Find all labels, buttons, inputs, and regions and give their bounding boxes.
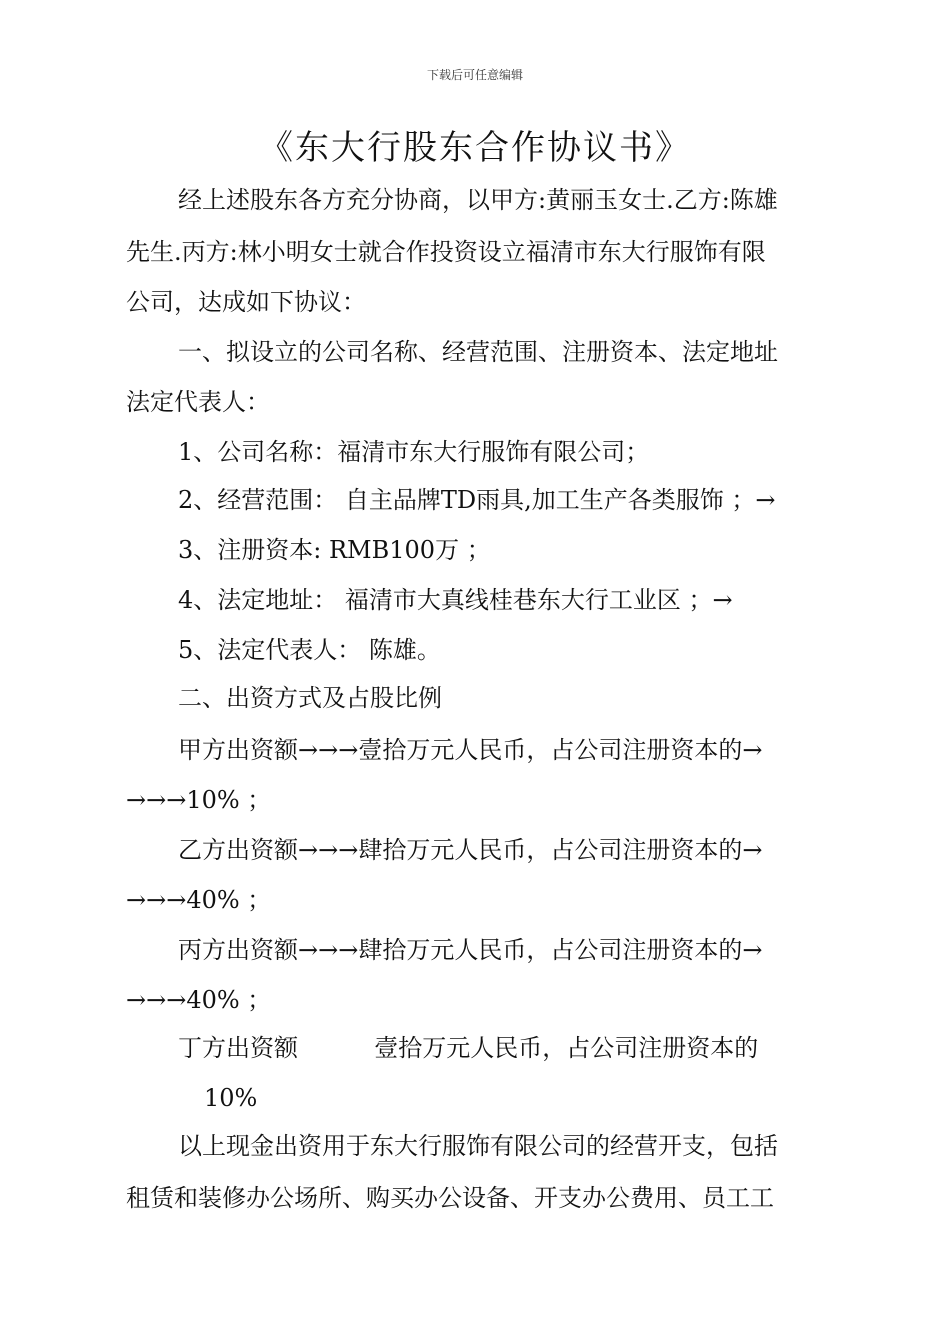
section1-item-representative: 5、法定代表人： 陈雄。 <box>178 636 441 664</box>
document-title: 《东大行股东合作协议书》 <box>259 128 691 168</box>
contribution-row-a-line-1: 甲方出资额→→→壹拾万元人民币，占公司注册资本的→ <box>178 736 763 764</box>
section1-heading-line-1: 一、拟设立的公司名称、经营范围、注册资本、法定地址 <box>178 338 778 366</box>
contribution-row-c-line-2: →→→40% ； <box>126 986 272 1014</box>
section1-item-address: 4、法定地址： 福清市大真线桂巷东大行工业区 ；→ <box>178 586 733 614</box>
section1-item-scope: 2、经营范围： 自主品牌TD雨具,加工生产各类服饰 ；→ <box>178 486 776 514</box>
intro-line-2: 先生.丙方:林小明女士就合作投资设立福清市东大行服饰有限 <box>126 238 766 266</box>
header-note: 下载后可任意编辑 <box>426 68 523 82</box>
intro-line-3: 公司，达成如下协议： <box>126 288 366 316</box>
contribution-row-d-line-1: 丁方出资额 壹拾万元人民币，占公司注册资本的 <box>178 1034 759 1062</box>
contribution-row-b-line-1: 乙方出资额→→→肆拾万元人民币，占公司注册资本的→ <box>178 836 763 864</box>
section1-item-capital: 3、注册资本: RMB100万 ； <box>178 536 491 564</box>
contribution-row-a-line-2: →→→10% ； <box>126 786 272 814</box>
closing-line-1: 以上现金出资用于东大行服饰有限公司的经营开支，包括 <box>178 1132 778 1160</box>
section2-heading: 二、出资方式及占股比例 <box>178 684 442 712</box>
section1-heading-line-2: 法定代表人： <box>126 388 270 416</box>
closing-line-2: 租赁和装修办公场所、购买办公设备、开支办公费用、员工工 <box>126 1184 774 1212</box>
intro-line-1: 经上述股东各方充分协商，以甲方:黄丽玉女士.乙方:陈雄 <box>178 186 778 214</box>
section1-item-name: 1、公司名称：福清市东大行服饰有限公司； <box>178 438 650 466</box>
contribution-row-d-line-2: 10% <box>204 1084 258 1112</box>
contribution-row-b-line-2: →→→40% ； <box>126 886 272 914</box>
contribution-row-c-line-1: 丙方出资额→→→肆拾万元人民币，占公司注册资本的→ <box>178 936 763 964</box>
